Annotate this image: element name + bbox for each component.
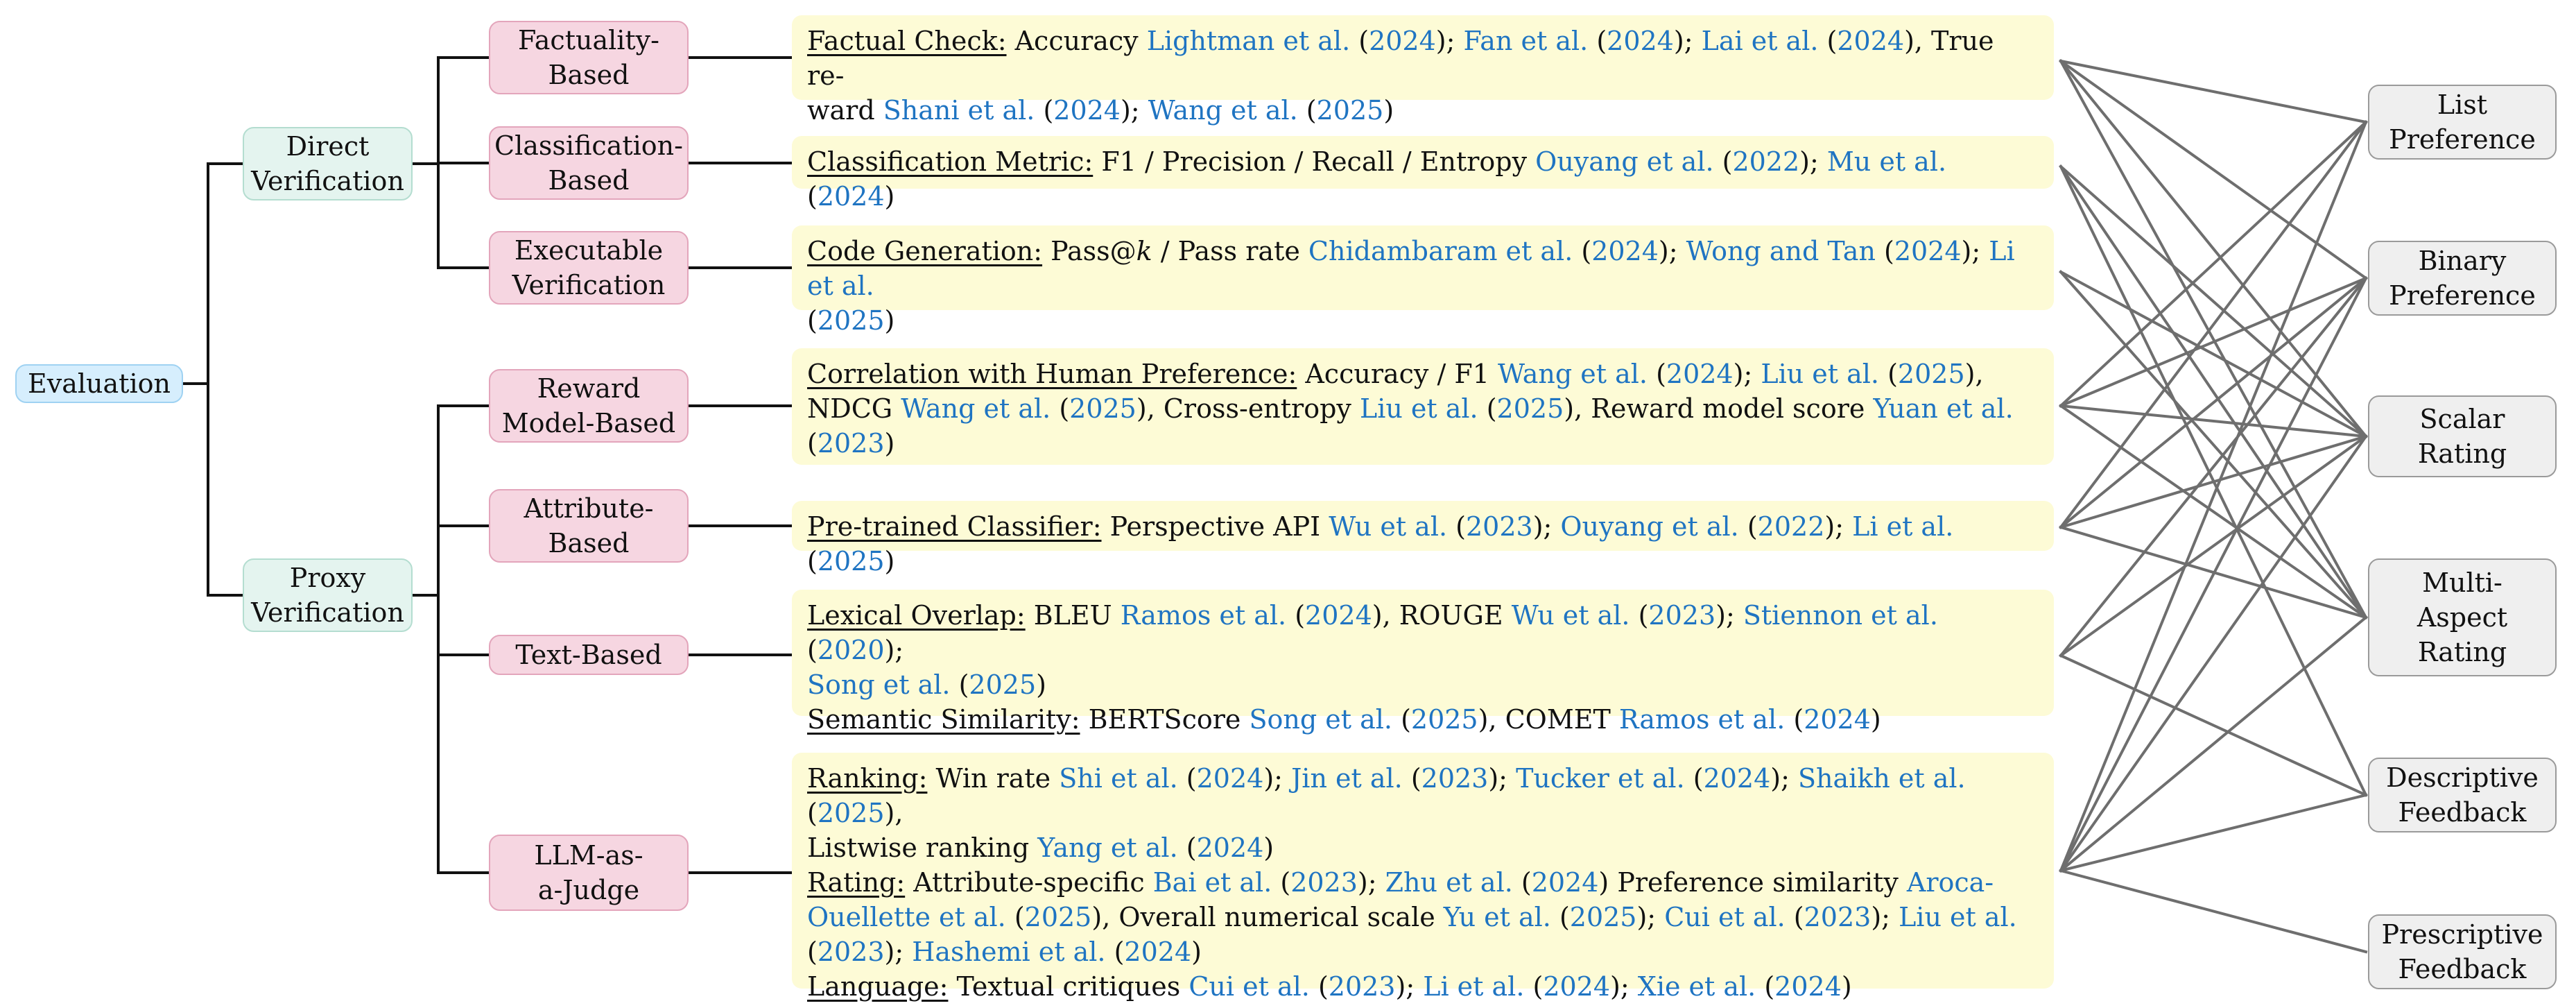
detail-text: ) [1870,704,1881,735]
llm-judge-details-box [792,753,2054,1002]
citation-link: 2024 [1053,95,1121,126]
detail-text: ) [1383,95,1394,126]
classification-based-label: Classification- Based [494,130,683,196]
citation-link: 2025 [817,798,885,828]
citation-link: 2025 [1897,359,1965,389]
detail-text: ); [884,635,904,665]
detail-text: ); [1120,95,1148,126]
detail-line [807,426,2039,461]
detail-text: ); [1532,511,1561,542]
citation-link: 2023 [1804,902,1872,932]
detail-text: ), ROUGE [1372,600,1512,631]
reward-model-based-node [489,369,689,443]
direct-verification-label: Direct Verification [251,131,404,196]
detail-text: ) [1036,669,1046,700]
metric-category: Code Generation: [807,236,1043,266]
metric-category: Factual Check: [807,26,1007,56]
factuality-based-label: Factuality- Based [517,25,659,90]
citation-link: Xie et al. [1637,971,1756,1002]
detail-text: ( [1738,511,1758,542]
detail-text: ( [1297,95,1317,126]
citation-link: 2024 [1894,236,1962,266]
citation-link: 2025 [1496,393,1564,424]
detail-text: ), [1964,359,1984,389]
detail-text: ), Cross-entropy [1136,393,1360,424]
detail-text: ); [884,937,913,967]
detail-text: ( [950,669,969,700]
detail-text: ) [1841,971,1852,1002]
classification-based-node [489,126,689,200]
proxy-verification-label: Proxy Verification [251,563,404,628]
detail-text: ); [1610,971,1638,1002]
detail-text: ( [1005,902,1025,932]
citation-link: Shaikh et al. [1798,763,1966,794]
detail-text: NDCG [807,393,901,424]
attribute-details-box [792,501,2054,576]
attribute-based-label: Attribute- Based [524,493,654,558]
citation-link: Wu et al. [1329,511,1448,542]
citation-link: Liu et al. [1899,902,2017,932]
detail-text: ); [1673,26,1702,56]
detail-text: Textual critiques [948,971,1189,1002]
format-link-wire [2061,278,2366,871]
evaluation-root-label: Evaluation [28,368,171,399]
detail-text: ); [1824,511,1853,542]
citation-link: Cui et al. [1664,902,1786,932]
citation-link: 2024 [1607,26,1674,56]
format-link-wire [2061,436,2366,527]
detail-text: ( [1447,511,1466,542]
citation-link: Fan et al. [1463,26,1589,56]
binary-preference-node [2368,241,2557,316]
metric-category: Ranking: [807,763,928,794]
detail-line [807,357,2039,391]
metric-category: Classification Metric: [807,146,1093,177]
detail-text: ); [1395,971,1424,1002]
detail-text: ); [1715,600,1743,631]
format-link-wire [2061,436,2366,656]
citation-link: 2025 [817,546,885,576]
detail-text: ( [1402,763,1421,794]
detail-text: ( [1035,95,1054,126]
citation-link: Wang et al. [1148,95,1298,126]
citation-link: 2020 [817,635,885,665]
citation-link: 2025 [1316,95,1384,126]
detail-text: ward [807,95,883,126]
citation-link: 2024 [1804,704,1871,735]
citation-link: Liu et al. [1359,393,1478,424]
detail-text: ); [1435,26,1464,56]
detail-text: ( [807,546,818,576]
citation-link: Liu et al. [1761,359,1880,389]
detail-text: ( [1512,867,1532,898]
citation-link: 2024 [1666,359,1734,389]
binary-preference-label: Binary Preference [2389,246,2536,311]
reward-model-details-box [792,348,2054,465]
detail-text: ( [1272,867,1291,898]
detail-text: ), COMET [1478,704,1619,735]
detail-text: ); [1357,867,1385,898]
detail-text: ( [1478,393,1497,424]
metric-category: Correlation with Human Preference: [807,359,1297,389]
detail-line [807,702,2039,737]
detail-line [807,761,2039,830]
citation-link: Mu et al. [1826,146,1947,177]
detail-text: ); [1263,763,1292,794]
detail-text: F1 / Precision / Recall / Entropy [1093,146,1536,177]
factuality-details-box [792,15,2054,126]
citation-link: Li et al. [1852,511,1954,542]
executable-verification-label: Executable Verification [512,235,666,300]
citation-link: 2023 [1421,763,1489,794]
detail-text: ) [884,305,895,336]
detail-text: ( [807,635,818,665]
detail-line [807,24,2039,93]
detail-line [807,667,2039,702]
detail-line [807,234,2039,303]
citation-link: Yu et al. [1443,902,1551,932]
detail-line [807,900,2039,934]
detail-text: ( [1286,600,1306,631]
detail-text: ( [1524,971,1544,1002]
format-link-wire [2061,61,2366,278]
citation-link: Cui et al. [1188,971,1310,1002]
citation-link: Lightman et al. [1146,26,1351,56]
citation-link: Bai et al. [1152,867,1272,898]
detail-text: ); [1871,902,1899,932]
citation-link: Song et al. [1249,704,1392,735]
detail-text: Attribute-specific [905,867,1153,898]
detail-text: ( [1818,26,1838,56]
detail-text: ) Preference similarity [1598,867,1907,898]
detail-text: ), [884,798,904,828]
format-link-wire [2061,406,2366,617]
detail-line [807,934,2039,969]
format-link-wire [2061,871,2366,952]
prescriptive-feedback-label: Prescriptive Feedback [2381,919,2543,984]
citation-link: Stiennon et al. [1743,600,1938,631]
citation-link: 2023 [1328,971,1396,1002]
detail-text: ( [1051,393,1070,424]
citation-link: 2022 [1757,511,1825,542]
detail-text: / Pass rate [1152,236,1308,266]
detail-text: ); [1636,902,1665,932]
citation-link: 2024 [1531,867,1599,898]
citation-link: 2024 [1305,600,1372,631]
citation-link: Yang et al. [1037,832,1178,863]
detail-line [807,830,2039,865]
detail-text: ( [1588,26,1607,56]
detail-text: ( [1392,704,1411,735]
detail-text: ) [884,428,895,459]
metric-category: Lexical Overlap: [807,600,1026,631]
citation-link: Ouyang et al. [1535,146,1714,177]
metric-category: Pre-trained Classifier: [807,511,1102,542]
citation-link: 2024 [1196,763,1264,794]
detail-text: ( [807,798,818,828]
citation-link: 2025 [1569,902,1637,932]
detail-text: ); [1799,146,1827,177]
citation-link: Li et al. [1423,971,1525,1002]
detail-text: Perspective API [1101,511,1329,542]
detail-text: ( [1713,146,1733,177]
citation-link: 2023 [1648,600,1716,631]
list-preference-label: List Preference [2389,89,2536,155]
detail-text: ( [1177,832,1197,863]
detail-text: ), True re- [807,26,1994,91]
llm-as-a-judge-label: LLM-as- a-Judge [534,840,643,905]
format-link-wire [2061,166,2366,436]
citation-link: 2024 [1124,937,1192,967]
detail-text: ), Reward model score [1564,393,1874,424]
citation-link: Hashemi et al. [912,937,1106,967]
detail-text: ) [1263,832,1274,863]
scalar-rating-node [2368,395,2557,477]
citation-link: Aroca- [1906,867,1994,898]
citation-link: 2023 [817,937,885,967]
prescriptive-feedback-node [2368,914,2557,989]
detail-line [807,391,2039,426]
citation-link: 2023 [1465,511,1533,542]
citation-link: Zhu et al. [1385,867,1513,898]
text-based-details-box [792,590,2054,735]
detail-text: ( [807,428,818,459]
format-link-wire [2061,122,2366,406]
proxy-verification-node [243,558,413,632]
citation-link: Ouellette et al. [807,902,1006,932]
detail-line [807,144,2039,214]
detail-text: BERTScore [1080,704,1250,735]
citation-link: 2025 [969,669,1037,700]
detail-text: Pass@ [1042,236,1136,266]
citation-link: Shani et al. [883,95,1035,126]
citation-link: Tucker et al. [1516,763,1685,794]
detail-text: ( [1875,236,1894,266]
citation-link: 2022 [1732,146,1800,177]
descriptive-feedback-label: Descriptive Feedback [2386,762,2539,828]
citation-link: Wang et al. [1497,359,1648,389]
format-link-wire [2061,61,2366,436]
citation-link: Lai et al. [1701,26,1819,56]
detail-text: ( [807,305,818,336]
citation-link: 2025 [1410,704,1478,735]
citation-link: Yuan et al. [1873,393,2014,424]
detail-text: ( [807,181,818,212]
format-link-wire [2061,61,2366,617]
citation-link: 2024 [1837,26,1905,56]
detail-text: Accuracy / F1 [1297,359,1498,389]
detail-text: ) [1191,937,1202,967]
evaluation-root-node [15,364,183,403]
detail-text: ( [1105,937,1125,967]
text-based-node [489,635,689,675]
direct-verification-node [243,127,413,200]
detail-text: Listwise ranking [807,832,1038,863]
detail-line [807,969,2039,1004]
detail-text: ( [1756,971,1775,1002]
format-link-wire [2061,656,2366,795]
detail-line [807,303,2039,338]
citation-link: 2025 [1069,393,1136,424]
citation-link: 2024 [817,181,885,212]
citation-link: Shi et al. [1059,763,1178,794]
detail-text: ( [1309,971,1329,1002]
citation-link: 2023 [1290,867,1358,898]
math-variable: k [1136,236,1152,266]
citation-link: 2024 [1543,971,1611,1002]
detail-text: ( [1648,359,1666,389]
factuality-based-node [489,21,689,94]
list-preference-node [2368,85,2557,160]
citation-link: 2024 [1196,832,1264,863]
citation-link: Jin et al. [1291,763,1403,794]
multi-aspect-rating-label: Multi- Aspect Rating [2417,567,2508,667]
citation-link: 2025 [817,305,885,336]
reward-model-based-label: Reward Model-Based [501,373,676,438]
text-based-label: Text-Based [515,640,662,670]
metric-category: Language: [807,971,949,1002]
citation-link: 2024 [1703,763,1771,794]
detail-text: ); [1658,236,1686,266]
detail-text: ), Overall numerical scale [1091,902,1444,932]
classification-details-box [792,136,2054,212]
detail-text: BLEU [1025,600,1121,631]
detail-text: ( [1785,704,1804,735]
detail-text: ( [1177,763,1197,794]
citation-link: Wang et al. [901,393,1051,424]
citation-link: 2024 [1591,236,1659,266]
format-link-wire [2061,61,2366,122]
detail-text: ); [1961,236,1989,266]
detail-line [807,865,2039,900]
citation-link: Chidambaram et al. [1308,236,1573,266]
detail-text: ) [884,181,895,212]
executable-details-box [792,225,2054,336]
detail-text: ( [1350,26,1369,56]
metric-category: Rating: [807,867,906,898]
scalar-rating-label: Scalar Rating [2417,404,2507,469]
detail-text: ( [1550,902,1570,932]
citation-link: Wu et al. [1511,600,1630,631]
detail-text: ( [1785,902,1804,932]
citation-link: 2024 [1774,971,1842,1002]
detail-text: ( [1879,359,1898,389]
detail-text: ( [1684,763,1704,794]
detail-line [807,598,2039,667]
citation-link: 2023 [817,428,885,459]
detail-line [807,93,2039,128]
detail-line [807,509,2039,579]
detail-text: ); [1770,763,1799,794]
detail-text: ) [884,546,895,576]
metric-category: Semantic Similarity: [807,704,1080,735]
llm-as-a-judge-node [489,835,689,911]
descriptive-feedback-node [2368,758,2557,832]
detail-text: ( [1573,236,1592,266]
detail-text: ); [1733,359,1761,389]
citation-link: 2024 [1369,26,1436,56]
citation-link: 2025 [1024,902,1092,932]
citation-link: Wong and Tan [1686,236,1876,266]
attribute-based-node [489,489,689,563]
citation-link: Li et al. [807,236,2015,301]
citation-link: Ouyang et al. [1560,511,1739,542]
detail-text: Win rate [927,763,1060,794]
executable-verification-node [489,231,689,305]
detail-text: ); [1488,763,1516,794]
multi-aspect-rating-node [2368,558,2557,676]
format-link-wire [2061,278,2366,527]
detail-text: ( [807,937,818,967]
citation-link: Ramos et al. [1618,704,1786,735]
detail-text: ( [1630,600,1649,631]
detail-text: Accuracy [1006,26,1147,56]
citation-link: Ramos et al. [1120,600,1287,631]
citation-link: Song et al. [807,669,951,700]
